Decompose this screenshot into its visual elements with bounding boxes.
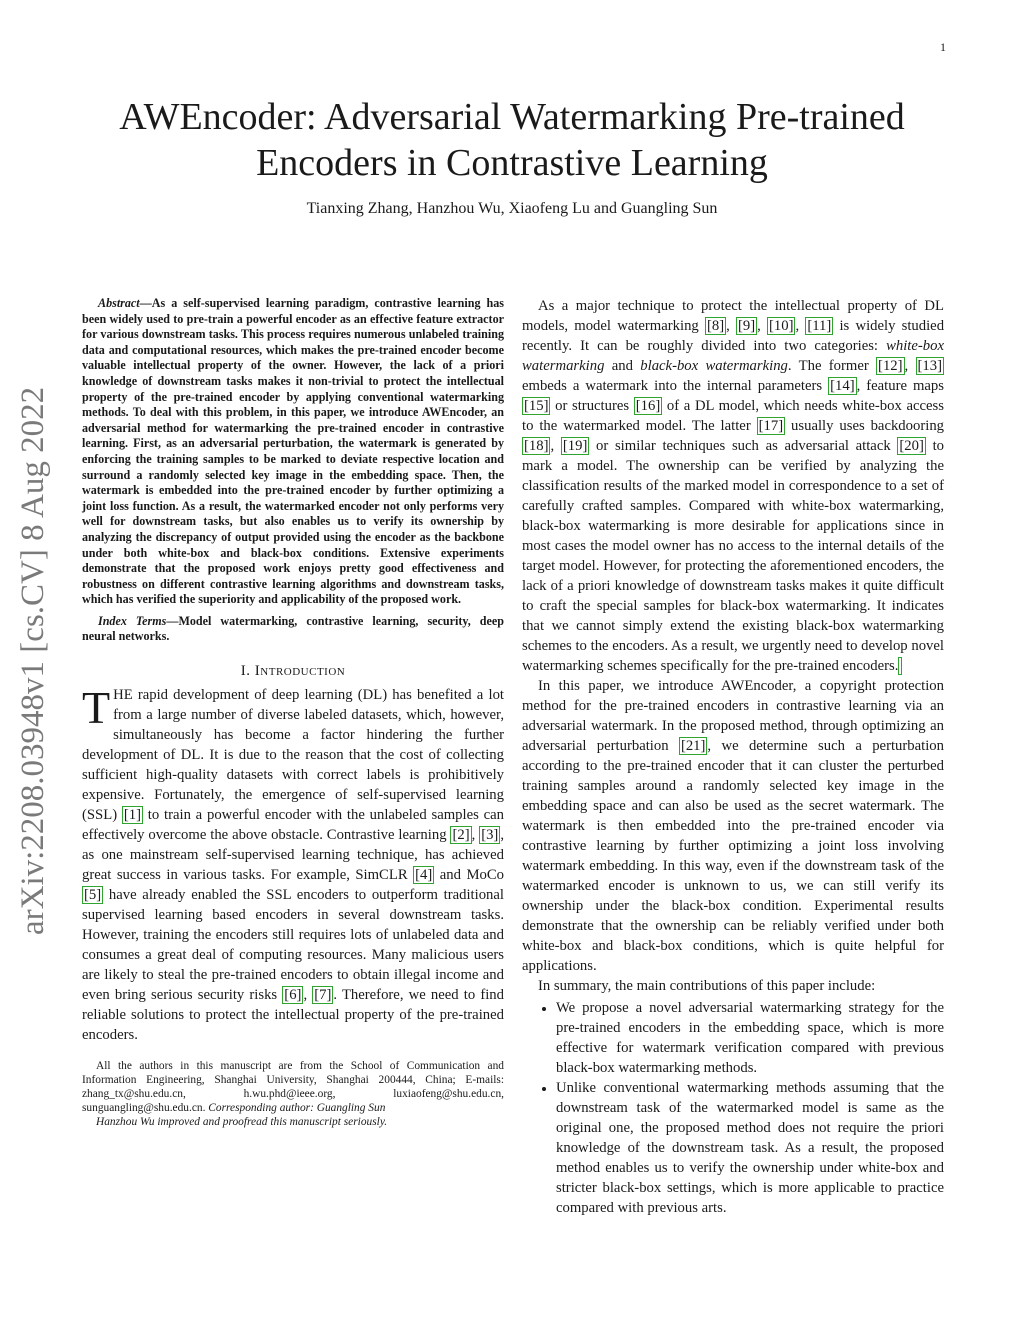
abstract-text: —As a self-supervised learning paradigm, contrastive learning has been widely used to pre-train a powerful encoder as an effective feature extractor for various downstream tasks. This process requires numerous unlabeled training data and computational resources, which makes the pre-trained encoder become valuable intellectual property of the owner. However, the lack of a priori knowledge of downstream tasks makes it non-trivial to protect the intellectual property of the pre-trained encoder by applying conventional watermarking methods. To deal with this problem, in this paper, we introduce AWEncoder, an adversarial method for watermarking the pre-trained encoder in contrastive learning. First, as an adversarial perturbation, the watermark is generated by enforcing the training samples to be marked to deviate respective location and surround a randomly selected key image in the embedding space. Then, the watermark is embedded into the pre-trained encoder by further optimizing a joint loss function. As a result, the watermarked encoder not only performs very well for downstream tasks, but also enables us to verify its ownership by analyzing the discrepancy of output provided using the encoder as the backbone under both white-box and black-box conditions. Extensive experiments demonstrate that the proposed work enjoys pretty good effectiveness and robustness on different contrastive learning algorithms and downstream tasks, which has verified the superiority and applicability of the proposed work. [82,296,504,607]
emphasis-text: black-box watermarking [640,358,788,374]
index-terms-text: —Model watermarking, contrastive learning, security, deep neural networks. [82,613,504,644]
intro-text: and MoCo [434,867,504,884]
abstract-label: Abstract [98,296,140,310]
intro-text: , [303,987,313,1004]
body-paragraph [522,296,944,676]
citation-link[interactable]: [20] [899,438,924,454]
citation-link[interactable]: [9] [737,318,756,334]
section-heading-introduction [82,661,504,681]
list-item: • We propose a novel adversarial watermarking strategy for the pre-trained encoders in the embedding space, which is more effective for watermark verification compared with previous black-box watermarking methods. [556,998,944,1078]
citation-link[interactable]: [4] [415,867,433,884]
citation-link[interactable]: [15] [524,398,549,414]
body-text: As a major technique to protect the intellectual property of DL models, model watermarking [522,298,944,334]
body-text: . The former [787,358,877,374]
body-text: usually uses backdooring [785,418,945,434]
citation-link[interactable]: [13] [917,358,942,374]
index-terms [82,614,504,645]
citation-link[interactable]: [6] [284,987,302,1004]
author-list: Tianxing Zhang, Hanzhou Wu, Xiaofeng Lu and Guangling Sun [306,200,718,217]
citation-link[interactable]: [1] [123,807,142,824]
citation-link[interactable]: [3] [481,827,499,844]
paper-title: AWEncoder: Adversarial Watermarking Pre-trained Encoders in Contrastive Learning [119,96,905,184]
body-text: embeds a watermark into the internal parameters [522,378,829,394]
body-text: , [550,438,561,454]
body-text: , [757,318,767,334]
body-text: , [795,318,806,334]
citation-link[interactable] [898,657,902,675]
section-numeral: I. [240,663,255,680]
drop-cap: T [82,682,111,734]
intro-text: HE rapid development of deep learning (DL) has benefited a lot from a large number of diverse labeled datasets, which, however, simultaneously has become a factor hindering the further development of DL. It is due to the reason that the cost of collecting sufficient high-quality datasets with correct labels is prohibitively expensive. Fortunately, the emergence of self-supervised learning (SSL) [82,687,504,824]
body-text: , feature maps [856,378,944,394]
body-paragraph [522,676,944,976]
body-text: , [726,318,736,334]
body-text: of a DL model, which needs white-box access to the watermarked model. The latter [522,398,944,434]
page-number: 1 [940,40,946,54]
section-title: Introduction [254,663,346,680]
intro-text: , as one mainstream self-supervised learning technique, has achieved great success in various tasks. For example, SimCLR [82,827,504,884]
right-column [522,296,944,1218]
intro-paragraph [82,682,504,1045]
left-column [82,296,504,1129]
intro-text: , [471,827,480,844]
citation-link[interactable]: [2] [452,827,470,844]
citation-link[interactable]: [11] [807,318,832,334]
corresponding-author: Corresponding author: Guangling Sun [208,1102,386,1115]
citation-link[interactable]: [21] [680,738,706,754]
citation-link[interactable]: [12] [878,358,903,374]
body-text: or structures [550,398,634,414]
contributions-list [522,998,944,1218]
citation-link[interactable]: [7] [314,987,332,1004]
emphasis-text: white-box watermarking [522,338,944,374]
body-text: to mark a model. The ownership can be verified by analyzing the classification results of the marked model in correspondence to a set of carefully crafted samples. Compared with white-box watermarking, black-box watermarking is more desirable for applications since in most cases the model owner has no access to the internal details of the target model. However, for protecting the aforementioned encoders, the lack of a priori knowledge of downstream tasks makes it quite difficult to craft the special samples for black-box watermarking. It indicates that we cannot simply extend the existing black-box watermarking schemes to the encoders. As a result, we urgently need to develop novel watermarking schemes specifically for the pre-trained encoders. [522,438,944,674]
citation-link[interactable]: [19] [562,438,588,454]
intro-text: have already enabled the SSL encoders to outperform traditional supervised learning based encoders in several downstream tasks. However, training the encoders still requires lots of unlabeled data and consumes a great deal of computing resources. Many malicious users are likely to steal the pre-trained encoders to obtain illegal income and even bring serious security risks [82,887,504,1004]
list-item: • Unlike conventional watermarking methods assuming that the downstream task of the watermarked model is same as the original one, the proposed method does not require the priori knowledge of the downstream task. As a result, the proposed method enables us to verify the ownership under white-box and stricter black-box settings, which is more applicable to practice compared with previous arts. [556,1078,944,1218]
citation-link[interactable]: [16] [635,398,661,414]
body-text: and [604,358,641,374]
intro-text: . Therefore, we need to find reliable solutions to protect the intellectual property of the pre-trained encoders. [82,987,504,1044]
footnote-text: Hanzhou Wu improved and proofread this manuscript seriously. [96,1116,388,1129]
citation-link[interactable]: [18] [524,438,549,454]
citation-link[interactable]: [14] [830,378,855,394]
footnote-acknowledgement [82,1115,504,1129]
footnote-text: All the authors in this manuscript are from the School of Communication and Information Engineering, Shanghai University, Shanghai 200444, China; E-mails: zhang_tx@shu.edu.cn, h.wu.phd@ieee.org, luxiaofeng@shu.edu.cn, sunguangling@shu.edu.cn. [82,1060,504,1115]
citation-link[interactable]: [10] [768,318,794,334]
body-text: In this paper, we introduce AWEncoder, a copyright protection method for the pre-trained encoders in contrastive learning via an adversarial watermark. In the proposed method, through optimizing an adversarial perturbation [522,678,944,754]
body-text: is widely studied recently. It can be roughly divided into two categories: [522,318,945,354]
citation-link[interactable]: [5] [84,887,102,904]
intro-text: to train a powerful encoder with the unlabeled samples can effectively overcome the above obstacle. Contrastive learning [82,807,504,844]
body-paragraph: In summary, the main contributions of this paper include: [538,978,876,994]
index-terms-label: Index Terms [98,613,167,628]
abstract [82,296,504,608]
footnote-affiliation [82,1059,504,1115]
arxiv-identifier[interactable]: arXiv:2208.03948v1 [cs.CV] 8 Aug 2022 [15,386,51,935]
body-text: , [904,358,916,374]
citation-link[interactable]: [8] [706,318,725,334]
citation-link[interactable]: [17] [758,418,784,434]
body-text: , we determine such a perturbation according to the pre-trained encoder that it can cluster the perturbed training samples around a randomly selected key image in the embedding space and can also be used as the secret watermark. The watermark is then embedded into the pre-trained encoder via contrastive learning by further optimizing a joint loss involving watermark embedding. In this way, even if the downstream task of the watermarked encoder is unknown to us, we can still verify its ownership under the black-box condition. Experimental results demonstrate that the ownership can be reliably verified under both white-box and black-box conditions, which is quite helpful for applications. [522,738,944,974]
body-text: or similar techniques such as adversarial attack [589,438,898,454]
